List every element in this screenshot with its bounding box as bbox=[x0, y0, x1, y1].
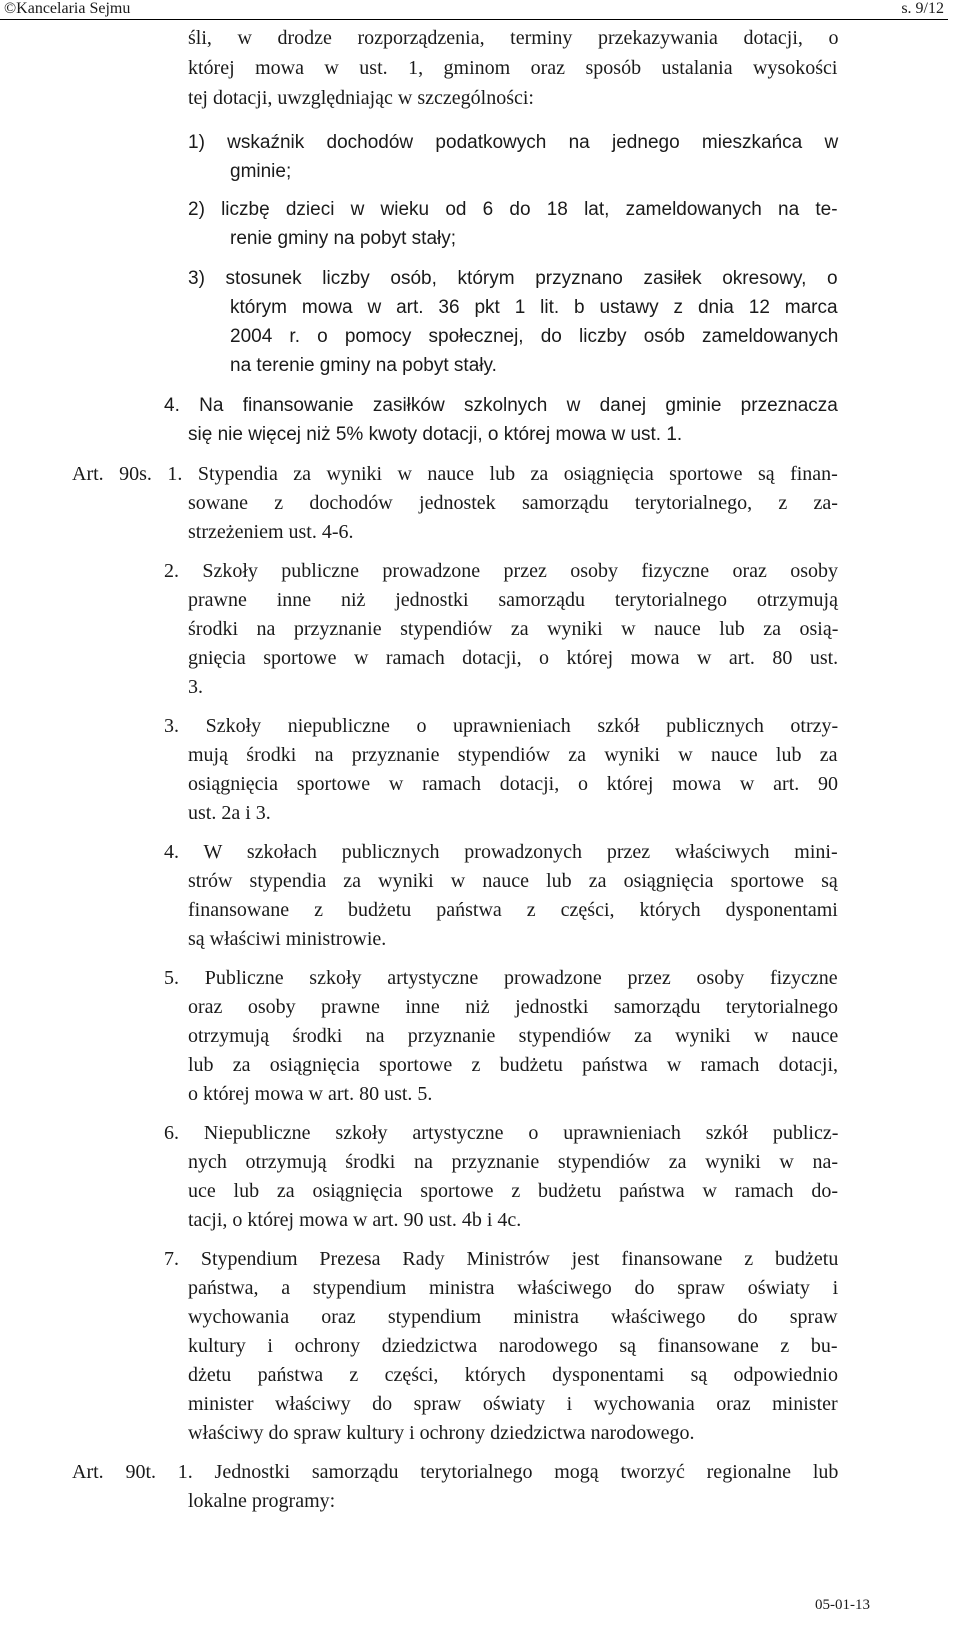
text-line: środki na przyznanie stypendiów za wyniki w nauce lub za osią- bbox=[188, 618, 839, 640]
text-line: 2. Szkoły publiczne prowadzone przez osoby fizyczne oraz osoby bbox=[164, 560, 839, 582]
text-line: śli, w drodze rozporządzenia, terminy przekazywania dotacji, o bbox=[188, 27, 839, 49]
text-line: gminie; bbox=[230, 161, 292, 182]
text-line: osiągnięcia sportowe w ramach dotacji, o której mowa w art. 90 bbox=[188, 773, 839, 795]
text-line: o której mowa w art. 80 ust. 5. bbox=[188, 1083, 433, 1105]
text-line: oraz osoby prawne inne niż jednostki samorządu terytorialnego bbox=[188, 996, 839, 1018]
text-line: nych otrzymują środki na przyznanie stypendiów za wyniki w na- bbox=[188, 1151, 839, 1173]
text-line: 4. Na finansowanie zasiłków szkolnych w danej gminie przeznacza bbox=[164, 395, 838, 416]
text-line: renie gminy na pobyt stały; bbox=[230, 228, 457, 249]
text-line: 2) liczbę dzieci w wieku od 6 do 18 lat, zameldowanych na te- bbox=[188, 199, 838, 220]
page-header bbox=[0, 0, 952, 20]
text-line: otrzymują środki na przyznanie stypendiów za wyniki w nauce bbox=[188, 1025, 839, 1047]
text-line: strów stypendia za wyniki w nauce lub za osiągnięcia sportowe są bbox=[188, 870, 838, 892]
text-line: państwa, a stypendium ministra właściwego do spraw oświaty i bbox=[188, 1277, 839, 1299]
text-line: sowane z dochodów jednostek samorządu terytorialnego, z za- bbox=[188, 492, 838, 514]
text-line: 1) wskaźnik dochodów podatkowych na jednego mieszkańca w bbox=[188, 132, 839, 153]
text-line: gnięcia sportowe w ramach dotacji, o której mowa w art. 80 ust. bbox=[188, 647, 839, 669]
text-line: 3. bbox=[188, 676, 203, 698]
text-line: której mowa w ust. 1, gminom oraz sposób ustalania wysokości bbox=[188, 57, 838, 79]
text-line: lokalne programy: bbox=[188, 1490, 336, 1512]
text-line: 2004 r. o pomocy społecznej, do liczby osób zameldowanych bbox=[230, 326, 839, 347]
text-line: 7. Stypendium Prezesa Rady Ministrów jest finansowane z budżetu bbox=[164, 1248, 839, 1270]
text-line: 4. W szkołach publicznych prowadzonych przez właściwych mini- bbox=[164, 841, 838, 863]
header-rule bbox=[0, 19, 948, 20]
text-line: mują środki na przyznanie stypendiów za wyniki w nauce lub za bbox=[188, 744, 838, 766]
header-source: ©Kancelaria Sejmu bbox=[4, 0, 131, 17]
text-line: 6. Niepubliczne szkoły artystyczne o uprawnieniach szkół publicz- bbox=[164, 1122, 839, 1144]
text-line: 3. Szkoły niepubliczne o uprawnieniach szkół publicznych otrzy- bbox=[164, 715, 839, 737]
text-line: prawne inne niż jednostki samorządu terytorialnego otrzymują bbox=[188, 589, 838, 611]
text-line: strzeżeniem ust. 4-6. bbox=[188, 521, 354, 543]
text-line: Art. 90t. 1. Jednostki samorządu terytorialnego mogą tworzyć regionalne lub bbox=[72, 1461, 839, 1483]
text-line: tacji, o której mowa w art. 90 ust. 4b i 4c. bbox=[188, 1209, 522, 1231]
footer-date: 05-01-13 bbox=[815, 1597, 870, 1613]
text-line: którym mowa w art. 36 pkt 1 lit. b ustawy z dnia 12 marca bbox=[230, 297, 838, 318]
text-line: wychowania oraz stypendium ministra właściwego do spraw bbox=[188, 1306, 838, 1328]
text-line: tej dotacji, uwzględniając w szczególności: bbox=[188, 87, 534, 109]
text-line: dżetu państwa z części, których dysponentami są odpowiednio bbox=[188, 1364, 838, 1386]
text-line: są właściwi ministrowie. bbox=[188, 928, 387, 950]
text-line: kultury i ochrony dziedzictwa narodowego są finansowane z bu- bbox=[188, 1335, 838, 1357]
text-line: finansowane z budżetu państwa z części, których dysponentami bbox=[188, 899, 838, 921]
text-line: się nie więcej niż 5% kwoty dotacji, o której mowa w ust. 1. bbox=[188, 424, 683, 445]
text-line: lub za osiągnięcia sportowe z budżetu państwa w ramach dotacji, bbox=[188, 1054, 839, 1076]
text-line: właściwy do spraw kultury i ochrony dziedzictwa narodowego. bbox=[188, 1422, 695, 1444]
text-line: Art. 90s. 1. Stypendia za wyniki w nauce lub za osiągnięcia sportowe są finan- bbox=[72, 463, 838, 485]
text-line: ust. 2a i 3. bbox=[188, 802, 271, 824]
text-line: 5. Publiczne szkoły artystyczne prowadzone przez osoby fizyczne bbox=[164, 967, 838, 989]
header-page-number: s. 9/12 bbox=[901, 0, 944, 17]
text-line: 3) stosunek liczby osób, którym przyznano zasiłek okresowy, o bbox=[188, 268, 838, 289]
text-line: na terenie gminy na pobyt stały. bbox=[230, 355, 497, 376]
text-line: uce lub za osiągnięcia sportowe z budżetu państwa w ramach do- bbox=[188, 1180, 839, 1202]
text-line: minister właściwy do spraw oświaty i wychowania oraz minister bbox=[188, 1393, 838, 1415]
